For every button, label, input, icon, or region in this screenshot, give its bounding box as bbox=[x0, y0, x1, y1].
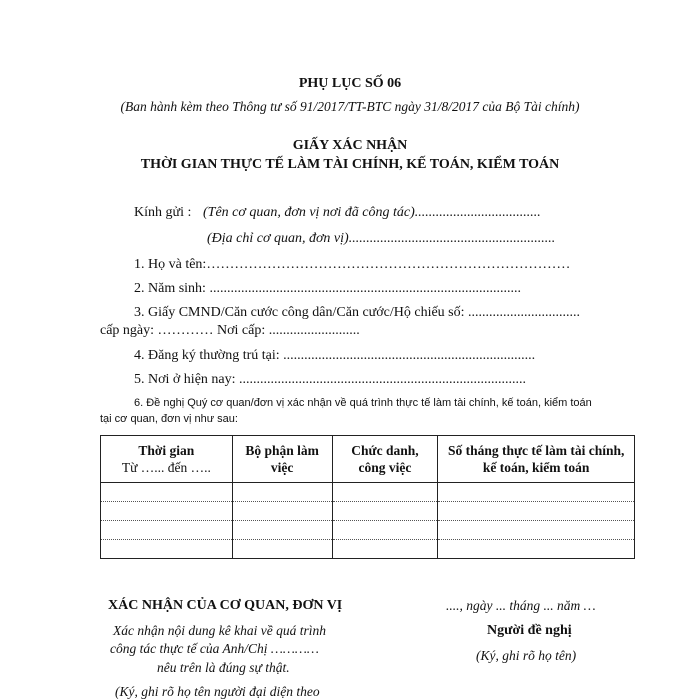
field-id-number: 3. Giấy CMND/Căn cước công dân/Căn cước/Hộ chiếu số: ................................ bbox=[134, 305, 581, 320]
work-history-table bbox=[100, 435, 635, 559]
field-id-issue: cấp ngày: ………… Nơi cấp: .......................... bbox=[100, 323, 360, 338]
table-cell[interactable] bbox=[438, 540, 635, 559]
date-line: ...., ngày ... tháng ... năm … bbox=[446, 598, 596, 613]
appendix-title: PHỤ LỤC SỐ 06 bbox=[298, 76, 402, 91]
table-cell[interactable] bbox=[232, 521, 332, 540]
table-cell[interactable] bbox=[332, 521, 438, 540]
table-cell[interactable] bbox=[332, 483, 438, 502]
table-cell[interactable] bbox=[332, 502, 438, 521]
confirmation-line-1: Xác nhận nội dung kê khai về quá trình bbox=[113, 623, 326, 638]
table-row bbox=[101, 521, 635, 540]
table-cell[interactable] bbox=[101, 521, 233, 540]
field-full-name: 1. Họ và tên:…………………………………………………………………… bbox=[134, 257, 571, 272]
column-header-period-range: Từ …... đến ….. bbox=[121, 460, 211, 475]
column-header-period bbox=[101, 436, 233, 483]
table-row bbox=[101, 502, 635, 521]
table-cell[interactable] bbox=[332, 540, 438, 559]
table-cell[interactable] bbox=[438, 521, 635, 540]
column-header-department: Bộ phận làm việc bbox=[232, 436, 332, 483]
confirmation-title: XÁC NHẬN CỦA CƠ QUAN, ĐƠN VỊ bbox=[108, 598, 343, 613]
request-line-1: 6. Đề nghị Quý cơ quan/đơn vị xác nhận về quá trình thực tế làm tài chính, kế toán, kiểm toán bbox=[134, 397, 592, 409]
table-cell[interactable] bbox=[438, 483, 635, 502]
table-row bbox=[101, 483, 635, 502]
table-cell[interactable] bbox=[438, 502, 635, 521]
document-title: GIẤY XÁC NHẬN bbox=[292, 138, 408, 153]
table-cell[interactable] bbox=[101, 483, 233, 502]
column-header-position: Chức danh, công việc bbox=[332, 436, 438, 483]
addressee-line-2: (Địa chỉ cơ quan, đơn vị)........................................................... bbox=[207, 231, 556, 246]
table-cell[interactable] bbox=[101, 502, 233, 521]
confirmation-line-4: (Ký, ghi rõ họ tên người đại diện theo bbox=[115, 684, 320, 699]
confirmation-line-3: nêu trên là đúng sự thật. bbox=[157, 660, 290, 675]
document-subtitle: THỜI GIAN THỰC TẾ LÀM TÀI CHÍNH, KẾ TOÁN, KIỂM TOÁN bbox=[140, 157, 560, 172]
table-cell[interactable] bbox=[101, 540, 233, 559]
table-header-row bbox=[101, 436, 635, 483]
request-line-2: tại cơ quan, đơn vị như sau: bbox=[100, 413, 238, 425]
issued-note: (Ban hành kèm theo Thông tư số 91/2017/TT-BTC ngày 31/8/2017 của Bộ Tài chính) bbox=[120, 99, 580, 114]
addressee-label: Kính gửi : bbox=[134, 205, 192, 220]
table-row bbox=[101, 540, 635, 559]
requester-signature-note: (Ký, ghi rõ họ tên) bbox=[476, 648, 577, 663]
table-cell[interactable] bbox=[232, 483, 332, 502]
field-permanent-residence: 4. Đăng ký thường trú tại: ........................................................................ bbox=[134, 348, 536, 363]
requester-title: Người đề nghị bbox=[487, 623, 572, 638]
field-current-address: 5. Nơi ở hiện nay: .................................................................................. bbox=[134, 372, 527, 387]
column-header-months: Số tháng thực tế làm tài chính, kế toán, kiểm toán bbox=[438, 436, 635, 483]
table-cell[interactable] bbox=[232, 502, 332, 521]
table-cell[interactable] bbox=[232, 540, 332, 559]
column-header-period-title: Thời gian bbox=[138, 443, 195, 458]
field-birth-year: 2. Năm sinh: ......................................................................................... bbox=[134, 281, 521, 296]
confirmation-line-2: công tác thực tế của Anh/Chị ………… bbox=[110, 641, 319, 656]
addressee-line-1: (Tên cơ quan, đơn vị nơi đã công tác).................................... bbox=[203, 205, 541, 220]
